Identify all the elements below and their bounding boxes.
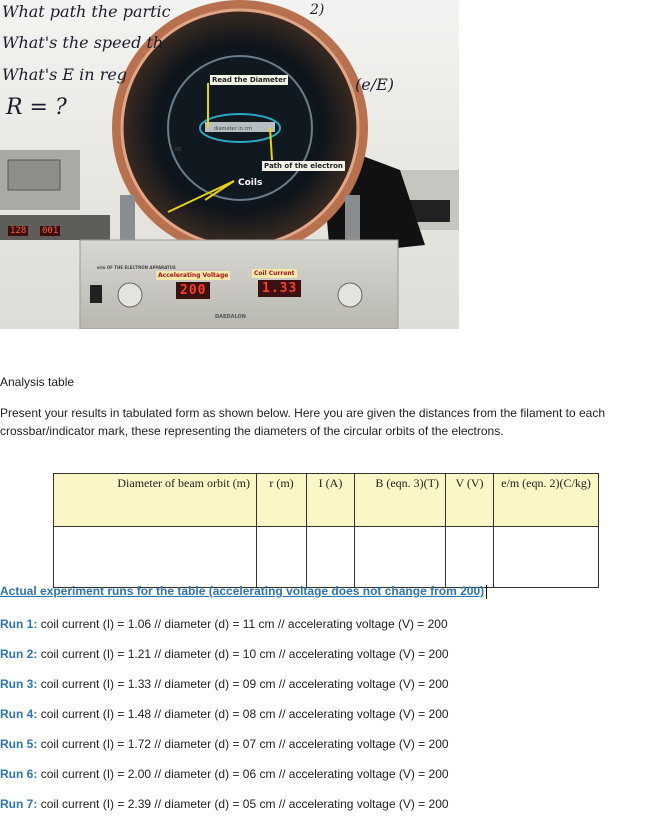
col-i: I (A)	[307, 474, 355, 527]
board-ratio: (e/E)	[355, 75, 395, 94]
runs-heading: Actual experiment runs for the table (accelerating voltage does not change from 200)	[0, 584, 487, 599]
run-text: coil current (I) = 1.48 // diameter (d) = 08 cm // accelerating voltage (V) = 200	[40, 707, 449, 721]
apparatus-photo	[0, 0, 459, 329]
results-table	[53, 473, 599, 588]
run-text: coil current (I) = 1.72 // diameter (d) = 07 cm // accelerating voltage (V) = 200	[40, 737, 449, 751]
col-v: V (V)	[446, 474, 494, 527]
col-em: e/m (eqn. 2)(C/kg)	[494, 474, 599, 527]
scale-text: diameter in cm	[214, 126, 253, 132]
table-cell[interactable]	[355, 527, 446, 588]
run-label: Run 3:	[0, 677, 38, 691]
table-cell[interactable]	[257, 527, 307, 588]
board-circled-number: 2)	[310, 2, 325, 18]
run-label: Run 5:	[0, 737, 38, 751]
run-label: Run 1:	[0, 617, 38, 631]
meter-right-readout: 001	[42, 226, 59, 236]
label-path-electron: Path of the electron	[264, 162, 343, 170]
run-text: coil current (I) = 1.33 // diameter (d) = 09 cm // accelerating voltage (V) = 200	[40, 677, 449, 691]
run-text: coil current (I) = 2.00 // diameter (d) = 06 cm // accelerating voltage (V) = 200	[40, 767, 449, 781]
label-coil-current: Coil Current	[254, 270, 295, 277]
analysis-paragraph: Present your results in tabulated form as shown below. Here you are given the distances from the filament to each crossbar/indicator mark, these representing the diameters of the circular orbits of the electrons.	[0, 406, 605, 438]
label-coils: Coils	[238, 178, 263, 188]
run-item-6	[0, 767, 449, 781]
col-diameter: Diameter of beam orbit (m)	[54, 474, 257, 527]
table-cell[interactable]	[307, 527, 355, 588]
text-cursor	[486, 585, 487, 599]
voltage-readout: 200	[176, 282, 210, 299]
col-b: B (eqn. 3)(T)	[355, 474, 446, 527]
run-item-4	[0, 707, 449, 721]
run-label: Run 2:	[0, 647, 38, 661]
board-line-4: R = ?	[6, 95, 67, 120]
table-row	[54, 527, 599, 588]
current-readout: 1.33	[258, 280, 301, 297]
table-cell[interactable]	[446, 527, 494, 588]
label-read-diameter: Read the Diameter	[212, 76, 287, 84]
run-text: coil current (I) = 2.39 // diameter (d) = 05 cm // accelerating voltage (V) = 200	[40, 797, 449, 811]
run-label: Run 6:	[0, 767, 38, 781]
run-item-5	[0, 737, 449, 751]
run-item-3	[0, 677, 449, 691]
board-line-1: What path the partic	[2, 2, 171, 21]
label-accelerating-voltage: Accelerating Voltage	[158, 272, 229, 279]
board-line-3: What's E in reg	[2, 65, 128, 84]
run-item-7	[0, 797, 449, 811]
run-text: coil current (I) = 1.06 // diameter (d) = 11 cm // accelerating voltage (V) = 200	[40, 617, 448, 631]
col-r: r (m)	[257, 474, 307, 527]
meter-left-readout: 128	[10, 226, 27, 236]
table-cell[interactable]	[54, 527, 257, 588]
brand-label: DAEDALON	[215, 314, 246, 320]
run-item-2	[0, 647, 449, 661]
table-cell[interactable]	[494, 527, 599, 588]
run-text: coil current (I) = 1.21 // diameter (d) = 10 cm // accelerating voltage (V) = 200	[40, 647, 449, 661]
panel-title: e/m OF THE ELECTRON APPARATUS	[97, 265, 176, 270]
analysis-heading: Analysis table	[0, 375, 75, 389]
scale-mark: 1.00	[170, 147, 182, 153]
run-item-1	[0, 617, 448, 631]
table-header-row	[54, 474, 599, 527]
run-label: Run 7:	[0, 797, 38, 811]
run-label: Run 4:	[0, 707, 38, 721]
board-line-2: What's the speed th	[2, 33, 164, 52]
